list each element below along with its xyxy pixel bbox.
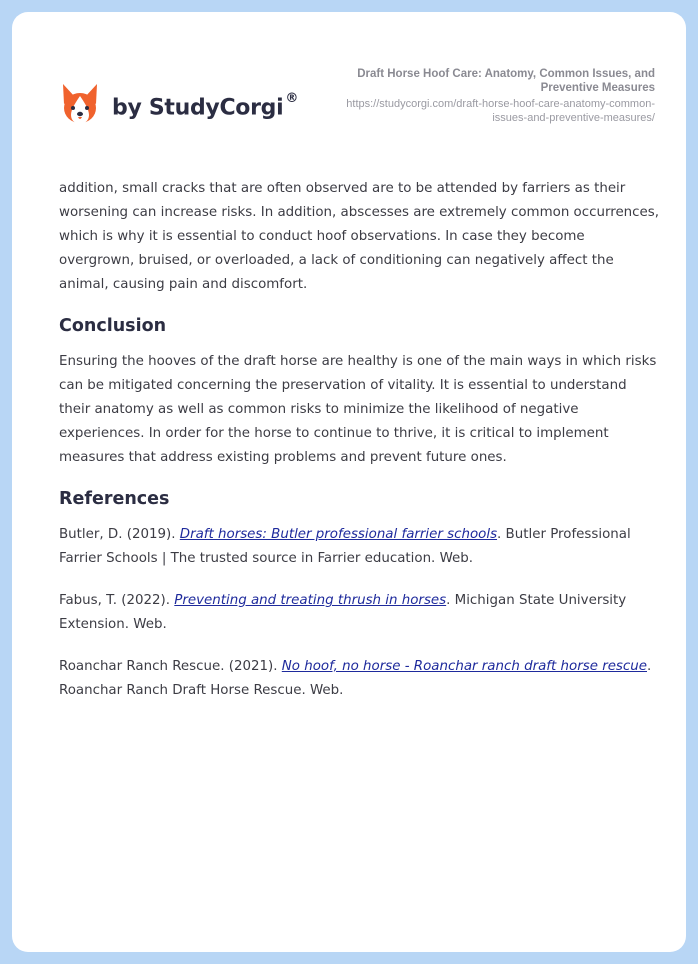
references-heading: References <box>59 489 170 509</box>
reference-link[interactable]: Preventing and treating thrush in horses <box>174 593 447 608</box>
registered-mark: ® <box>285 91 299 107</box>
intro-paragraph: addition, small cracks that are often observed are to be attended by farriers as their worsening can increase risks. In addition, abscesses are extremely common occurrences, which is why it is essential to conduct hoof observations. In case they become overgrown, bruised, or overloaded, a lack of conditioning can negatively affect the animal, causing pain and discomfort. <box>59 181 660 292</box>
conclusion-heading: Conclusion <box>59 316 167 336</box>
brand-name: by StudyCorgi ® <box>112 91 299 121</box>
document-title: Draft Horse Hoof Care: Anatomy, Common Issues, and Preventive Measures <box>357 68 655 94</box>
reference-item: Fabus, T. (2022). Preventing and treating thrush in horses. Michigan State University Extension. Web. <box>59 593 627 632</box>
document-page <box>12 12 686 952</box>
document-meta <box>315 67 655 125</box>
document-url[interactable]: https://studycorgi.com/draft-horse-hoof-care-anatomy-common-issues-and-preventive-measures/ <box>346 98 655 124</box>
corgi-icon <box>60 82 100 126</box>
studycorgi-logo[interactable] <box>60 76 298 132</box>
reference-link[interactable]: Draft horses: Butler professional farrier schools <box>179 527 498 542</box>
conclusion-paragraph: Ensuring the hooves of the draft horse are healthy is one of the main ways in which risks can be mitigated concerning the preservation of vitality. It is essential to understand their anatomy as well as common risks to minimize the likelihood of negative experiences. In order for the horse to continue to thrive, it is critical to implement measures that address existing problems and prevent future ones. <box>59 354 657 465</box>
reference-item: Roanchar Ranch Rescue. (2021). No hoof, no horse - Roanchar ranch draft horse rescue. Roanchar Ranch Draft Horse Rescue. Web. <box>59 659 652 698</box>
document-body <box>59 177 659 721</box>
reference-item: Butler, D. (2019). Draft horses: Butler professional farrier schools. Butler Professional Farrier Schools | The trusted source in Farrier education. Web. <box>59 527 631 566</box>
reference-link[interactable]: No hoof, no horse - Roanchar ranch draft horse rescue <box>281 659 647 674</box>
